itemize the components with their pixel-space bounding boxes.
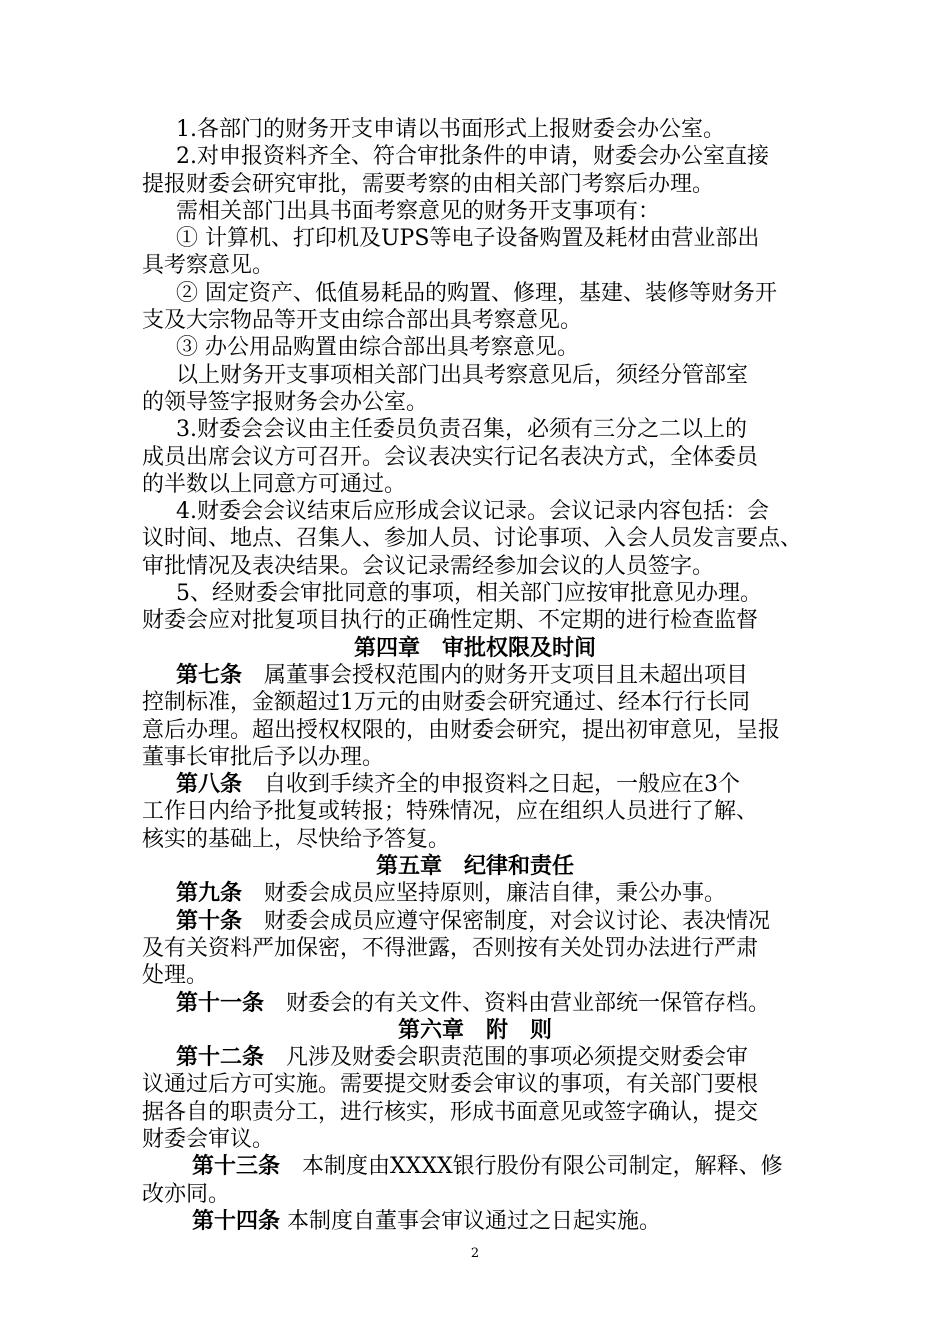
- chapter-heading: [142, 853, 808, 880]
- line-text: 3.财委会会议由主任委员负责召集，必须有三分之二以上的: [176, 417, 747, 443]
- text-line: [142, 498, 808, 525]
- text-line: [142, 908, 808, 935]
- line-text: 的半数以上同意方可通过。: [142, 471, 407, 497]
- line-text: 工作日内给予批复或转报；特殊情况，应在组织人员进行了解、: [142, 799, 759, 825]
- text-line: [142, 471, 808, 498]
- line-text: 1.各部门的财务开支申请以书面形式上报财委会办公室。: [176, 117, 725, 142]
- line-text: 成员出席会议方可召开。会议表决实行记名表决方式，全体委员: [142, 444, 759, 470]
- line-text: 5、经财委会审批同意的事项，相关部门应按审批意见办理。: [176, 581, 762, 607]
- chapter-heading-text: 第六章 附 则: [397, 1017, 552, 1043]
- line-text: 4.财委会会议结束后应形成会议记录。会议记录内容包括：会: [176, 499, 769, 525]
- line-text: 财委会成员应坚持原则，廉洁自律，秉公办事。: [242, 881, 727, 907]
- text-line: [142, 116, 808, 143]
- text-line: [142, 1153, 808, 1180]
- text-line: [142, 225, 808, 252]
- text-line: [142, 1071, 808, 1098]
- text-line: [142, 416, 808, 443]
- text-line: [142, 307, 808, 334]
- article-label: 第十条: [176, 908, 243, 934]
- text-line: [142, 389, 808, 416]
- line-text: 属董事会授权范围内的财务开支项目且未超出项目: [242, 662, 749, 688]
- article-label: 第十二条: [176, 1045, 265, 1071]
- text-line: [142, 252, 808, 279]
- text-line: [142, 662, 808, 689]
- line-text: 财委会成员应遵守保密制度，对会议讨论、表决情况: [242, 908, 771, 934]
- article-label: 第十三条: [192, 1154, 281, 1180]
- line-text: 自收到手续齐全的申报资料之日起，一般应在3个: [242, 772, 741, 798]
- article-label: 第十四条: [192, 1208, 281, 1234]
- text-line: [142, 935, 808, 962]
- text-line: [142, 744, 808, 771]
- line-text: ③ 办公用品购置由综合部出具考察意见。: [176, 335, 579, 361]
- text-line: [142, 1126, 808, 1153]
- line-text: 2.对申报资料齐全、符合审批条件的申请，财委会办公室直接: [176, 144, 769, 170]
- text-line: [142, 1208, 808, 1235]
- line-text: 以上财务开支事项相关部门出具考察意见后，须经分管部室: [176, 362, 749, 388]
- text-line: [142, 607, 808, 634]
- text-line: [142, 717, 808, 744]
- article-label: 第九条: [176, 881, 243, 907]
- text-line: [142, 362, 808, 389]
- text-line: [142, 280, 808, 307]
- line-text: 意后办理。超出授权权限的，由财委会研究，提出初审意见，呈报: [142, 717, 781, 743]
- line-text: 控制标准，金额超过1万元的由财委会研究通过、经本行行长同: [142, 690, 750, 716]
- line-text: 财委会的有关文件、资料由营业部统一保管存档。: [264, 990, 771, 1016]
- line-text: 本制度自董事会审议通过之日起实施。: [280, 1208, 662, 1234]
- text-line: [142, 771, 808, 798]
- text-line: [142, 334, 808, 361]
- text-line: [142, 198, 808, 225]
- line-text: 处理。: [142, 963, 209, 989]
- line-text: 凡涉及财委会职责范围的事项必须提交财委会审: [264, 1045, 749, 1071]
- line-text: 需相关部门出具书面考察意见的财务开支事项有：: [176, 198, 661, 224]
- chapter-heading: [142, 1017, 808, 1044]
- text-line: [142, 525, 808, 552]
- article-label: 第十一条: [176, 990, 265, 1016]
- line-text: 本制度由XXXX银行股份有限公司制定，解释、修: [280, 1154, 783, 1180]
- text-line: [142, 880, 808, 907]
- line-text: 具考察意见。: [142, 253, 275, 279]
- line-text: 据各自的职责分工，进行核实，形成书面意见或签字确认，提交: [142, 1099, 759, 1125]
- text-line: [142, 580, 808, 607]
- text-line: [142, 171, 808, 198]
- text-line: [142, 444, 808, 471]
- line-text: 的领导签字报财务会办公室。: [142, 389, 429, 415]
- chapter-heading: [142, 635, 808, 662]
- line-text: 财委会审议。: [142, 1126, 275, 1152]
- chapter-heading-text: 第五章 纪律和责任: [375, 854, 574, 880]
- article-label: 第七条: [176, 662, 243, 688]
- text-line: [142, 962, 808, 989]
- text-line: [142, 143, 808, 170]
- article-label: 第八条: [176, 772, 243, 798]
- line-text: 支及大宗物品等开支由综合部出具考察意见。: [142, 308, 583, 334]
- line-text: ② 固定资产、低值易耗品的购置、修理，基建、装修等财务开: [176, 280, 777, 306]
- text-line: [142, 1044, 808, 1071]
- page-number: 2: [470, 1246, 480, 1261]
- document-body: [142, 116, 808, 1235]
- text-line: [142, 826, 808, 853]
- line-text: 核实的基础上，尽快给予答复。: [142, 826, 451, 852]
- line-text: 财委会应对批复项目执行的正确性定期、不定期的进行检查监督: [142, 608, 759, 634]
- line-text: 及有关资料严加保密，不得泄露，否则按有关处罚办法进行严肃: [142, 935, 759, 961]
- text-line: [142, 689, 808, 716]
- line-text: 议时间、地点、召集人、参加人员、讨论事项、入会人员发言要点、: [142, 526, 803, 552]
- line-text: 改亦同。: [142, 1181, 231, 1207]
- line-text: 董事长审批后予以办理。: [142, 744, 385, 770]
- chapter-heading-text: 第四章 审批权限及时间: [353, 635, 596, 661]
- text-line: [142, 1181, 808, 1208]
- text-line: [142, 553, 808, 580]
- line-text: 提报财委会研究审批，需要考察的由相关部门考察后办理。: [142, 171, 715, 197]
- text-line: [142, 990, 808, 1017]
- line-text: ① 计算机、打印机及UPS等电子设备购置及耗材由营业部出: [176, 226, 760, 252]
- text-line: [142, 798, 808, 825]
- line-text: 审批情况及表决结果。会议记录需经参加会议的人员签字。: [142, 553, 715, 579]
- line-text: 议通过后方可实施。需要提交财委会审议的事项，有关部门要根: [142, 1072, 759, 1098]
- text-line: [142, 1099, 808, 1126]
